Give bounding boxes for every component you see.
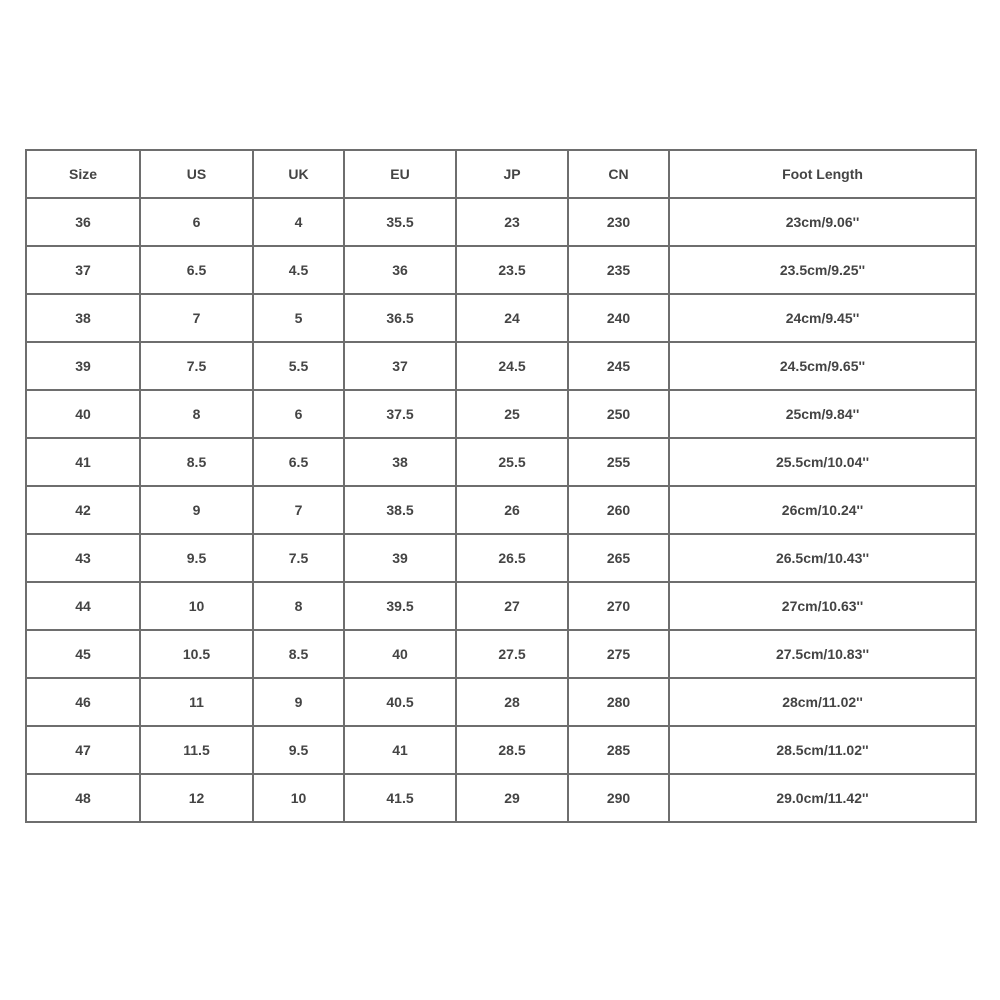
cell-uk: 6.5 — [253, 438, 344, 486]
cell-cn: 270 — [568, 582, 669, 630]
cell-jp: 23.5 — [456, 246, 568, 294]
cell-cn: 260 — [568, 486, 669, 534]
cell-size: 43 — [26, 534, 140, 582]
cell-cn: 230 — [568, 198, 669, 246]
cell-foot-length: 29.0cm/11.42'' — [669, 774, 976, 822]
cell-size: 46 — [26, 678, 140, 726]
cell-uk: 7.5 — [253, 534, 344, 582]
cell-eu: 38 — [344, 438, 456, 486]
cell-size: 41 — [26, 438, 140, 486]
table-row — [26, 198, 976, 246]
cell-eu: 41.5 — [344, 774, 456, 822]
cell-uk: 4.5 — [253, 246, 344, 294]
cell-us: 11.5 — [140, 726, 253, 774]
cell-size: 44 — [26, 582, 140, 630]
cell-eu: 36.5 — [344, 294, 456, 342]
cell-jp: 24.5 — [456, 342, 568, 390]
cell-us: 6 — [140, 198, 253, 246]
table-row — [26, 438, 976, 486]
cell-foot-length: 24cm/9.45'' — [669, 294, 976, 342]
cell-eu: 40 — [344, 630, 456, 678]
cell-us: 6.5 — [140, 246, 253, 294]
cell-us: 11 — [140, 678, 253, 726]
cell-cn: 255 — [568, 438, 669, 486]
cell-eu: 35.5 — [344, 198, 456, 246]
cell-uk: 8.5 — [253, 630, 344, 678]
table-row — [26, 342, 976, 390]
table-row — [26, 534, 976, 582]
header-eu: EU — [344, 150, 456, 198]
cell-size: 47 — [26, 726, 140, 774]
cell-uk: 9.5 — [253, 726, 344, 774]
cell-uk: 5.5 — [253, 342, 344, 390]
cell-uk: 4 — [253, 198, 344, 246]
table-header-row — [26, 150, 976, 198]
header-uk: UK — [253, 150, 344, 198]
cell-size: 40 — [26, 390, 140, 438]
cell-us: 10 — [140, 582, 253, 630]
cell-jp: 25.5 — [456, 438, 568, 486]
header-jp: JP — [456, 150, 568, 198]
cell-foot-length: 23.5cm/9.25'' — [669, 246, 976, 294]
cell-foot-length: 28.5cm/11.02'' — [669, 726, 976, 774]
cell-size: 45 — [26, 630, 140, 678]
cell-foot-length: 26cm/10.24'' — [669, 486, 976, 534]
cell-us: 9 — [140, 486, 253, 534]
cell-eu: 39 — [344, 534, 456, 582]
cell-uk: 8 — [253, 582, 344, 630]
header-cn: CN — [568, 150, 669, 198]
cell-us: 10.5 — [140, 630, 253, 678]
cell-size: 38 — [26, 294, 140, 342]
cell-foot-length: 26.5cm/10.43'' — [669, 534, 976, 582]
table-body — [26, 198, 976, 822]
cell-size: 37 — [26, 246, 140, 294]
cell-jp: 28 — [456, 678, 568, 726]
size-chart — [25, 149, 975, 823]
cell-foot-length: 27cm/10.63'' — [669, 582, 976, 630]
cell-jp: 27 — [456, 582, 568, 630]
table-row — [26, 774, 976, 822]
cell-us: 8.5 — [140, 438, 253, 486]
cell-cn: 275 — [568, 630, 669, 678]
cell-us: 9.5 — [140, 534, 253, 582]
cell-cn: 240 — [568, 294, 669, 342]
cell-foot-length: 23cm/9.06'' — [669, 198, 976, 246]
cell-jp: 26.5 — [456, 534, 568, 582]
cell-us: 7.5 — [140, 342, 253, 390]
cell-uk: 9 — [253, 678, 344, 726]
cell-jp: 24 — [456, 294, 568, 342]
size-conversion-table — [25, 149, 977, 823]
cell-jp: 26 — [456, 486, 568, 534]
cell-eu: 36 — [344, 246, 456, 294]
cell-uk: 7 — [253, 486, 344, 534]
cell-eu: 40.5 — [344, 678, 456, 726]
cell-eu: 37 — [344, 342, 456, 390]
cell-cn: 245 — [568, 342, 669, 390]
header-foot-length: Foot Length — [669, 150, 976, 198]
cell-size: 36 — [26, 198, 140, 246]
cell-foot-length: 28cm/11.02'' — [669, 678, 976, 726]
cell-uk: 5 — [253, 294, 344, 342]
table-row — [26, 726, 976, 774]
table-row — [26, 678, 976, 726]
table-row — [26, 486, 976, 534]
cell-size: 42 — [26, 486, 140, 534]
table-row — [26, 246, 976, 294]
cell-eu: 38.5 — [344, 486, 456, 534]
header-us: US — [140, 150, 253, 198]
cell-us: 7 — [140, 294, 253, 342]
cell-jp: 23 — [456, 198, 568, 246]
cell-eu: 41 — [344, 726, 456, 774]
cell-cn: 280 — [568, 678, 669, 726]
cell-foot-length: 27.5cm/10.83'' — [669, 630, 976, 678]
cell-cn: 235 — [568, 246, 669, 294]
cell-size: 48 — [26, 774, 140, 822]
table-row — [26, 582, 976, 630]
header-size: Size — [26, 150, 140, 198]
cell-cn: 250 — [568, 390, 669, 438]
cell-cn: 290 — [568, 774, 669, 822]
cell-eu: 39.5 — [344, 582, 456, 630]
table-row — [26, 294, 976, 342]
cell-foot-length: 25.5cm/10.04'' — [669, 438, 976, 486]
cell-foot-length: 25cm/9.84'' — [669, 390, 976, 438]
cell-uk: 10 — [253, 774, 344, 822]
cell-jp: 27.5 — [456, 630, 568, 678]
cell-foot-length: 24.5cm/9.65'' — [669, 342, 976, 390]
cell-eu: 37.5 — [344, 390, 456, 438]
table-row — [26, 390, 976, 438]
cell-us: 12 — [140, 774, 253, 822]
cell-cn: 285 — [568, 726, 669, 774]
table-row — [26, 630, 976, 678]
cell-uk: 6 — [253, 390, 344, 438]
cell-jp: 25 — [456, 390, 568, 438]
cell-size: 39 — [26, 342, 140, 390]
cell-jp: 28.5 — [456, 726, 568, 774]
cell-cn: 265 — [568, 534, 669, 582]
cell-jp: 29 — [456, 774, 568, 822]
cell-us: 8 — [140, 390, 253, 438]
